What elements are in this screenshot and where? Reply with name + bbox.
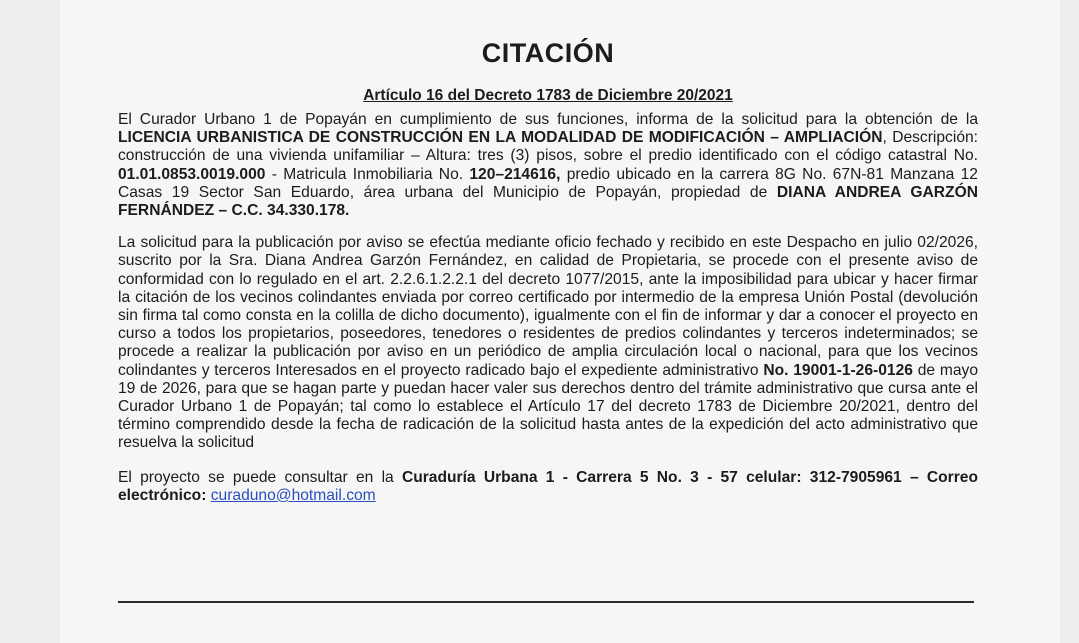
text-span: El Curador Urbano 1 de Popayán en cumplimiento de sus funciones, informa de la solicitud para la obtención de la [118, 111, 978, 128]
bottom-divider [118, 601, 974, 603]
owner-name: DIANA ANDREA GARZÓN FERNÁNDEZ – C.C. 34.330.178. [118, 183, 978, 220]
paragraph-request [118, 111, 978, 220]
text-span: El proyecto se puede consultar en la [118, 468, 402, 486]
license-type: LICENCIA URBANISTICA DE CONSTRUCCIÓN EN LA MODALIDAD DE MODIFICACIÓN – AMPLIACIÓN [118, 129, 883, 147]
paragraph-contact [118, 469, 978, 505]
property-registration: 120–214616, [469, 165, 561, 183]
document-title: CITACIÓN [481, 38, 615, 68]
document-subtitle: Artículo 16 del Decreto 1783 de Diciembre 20/2021 [363, 87, 733, 104]
email-link[interactable]: curaduno@hotmail.com [210, 486, 376, 504]
text-span: La solicitud para la publicación por aviso se efectúa mediante oficio fechado y recibido en este Despacho en julio 02/2026, suscrito por la Sra. Diana Andrea Garzón Fernández, en calidad de Propietaria, se procede con el presente aviso de conformidad con lo regulado en el art. 2.2.6.1.2.2.1 del decreto 1077/2015, ante la imposibilidad para ubicar y hacer firmar la citación de los vecinos colindantes enviada por correo certificado por intermedio de la empresa Unión Postal (devolución sin firma tal como consta en la colilla de dicho documento), igualmente con el fin de informar y dar a conocer el proyecto en curso a todos los propietarios, poseedores, tenedores o residentes de predios colindantes y terceros indeterminados; se procede a realizar la publicación por aviso en un periódico de amplia circulación local o nacional, para que los vecinos colindantes y terceros Interesados en el proyecto radicado bajo el expediente administrativo [118, 234, 978, 379]
text-span: de mayo 19 de 2026, para que se hagan parte y puedan hacer valer sus derechos dentro del trámite administrativo que cursa ante el Curador Urbano 1 de Popayán; tal como lo establece el Artículo 17 del decreto 1783 de Diciembre 20/2021, dentro del término comprendido desde la fecha de radicación de la solicitud hasta antes de la expedición del acto administrativo que resuelva la solicitud [118, 361, 978, 452]
office-contact: Curaduría Urbana 1 - Carrera 5 No. 3 - 57 celular: 312-7905961 – Correo electrónico: [118, 468, 978, 504]
paragraph-publication [118, 234, 978, 452]
file-number: No. 19001-1-26-0126 [763, 361, 913, 379]
cadastral-code: 01.01.0853.0019.000 [118, 165, 266, 183]
text-span: predio ubicado en la carrera 8G No. 67N-81 Manzana 12 Casas 19 Sector San Eduardo, área urbana del Municipio de Popayán, propiedad de [118, 165, 978, 201]
text-span: , Descripción: construcción de una vivienda unifamiliar – Altura: tres (3) pisos, sobre el predio identificado con el código catastral No. [118, 129, 978, 165]
text-span: - Matricula Inmobiliaria No. [265, 165, 470, 183]
citation-document [118, 38, 978, 505]
